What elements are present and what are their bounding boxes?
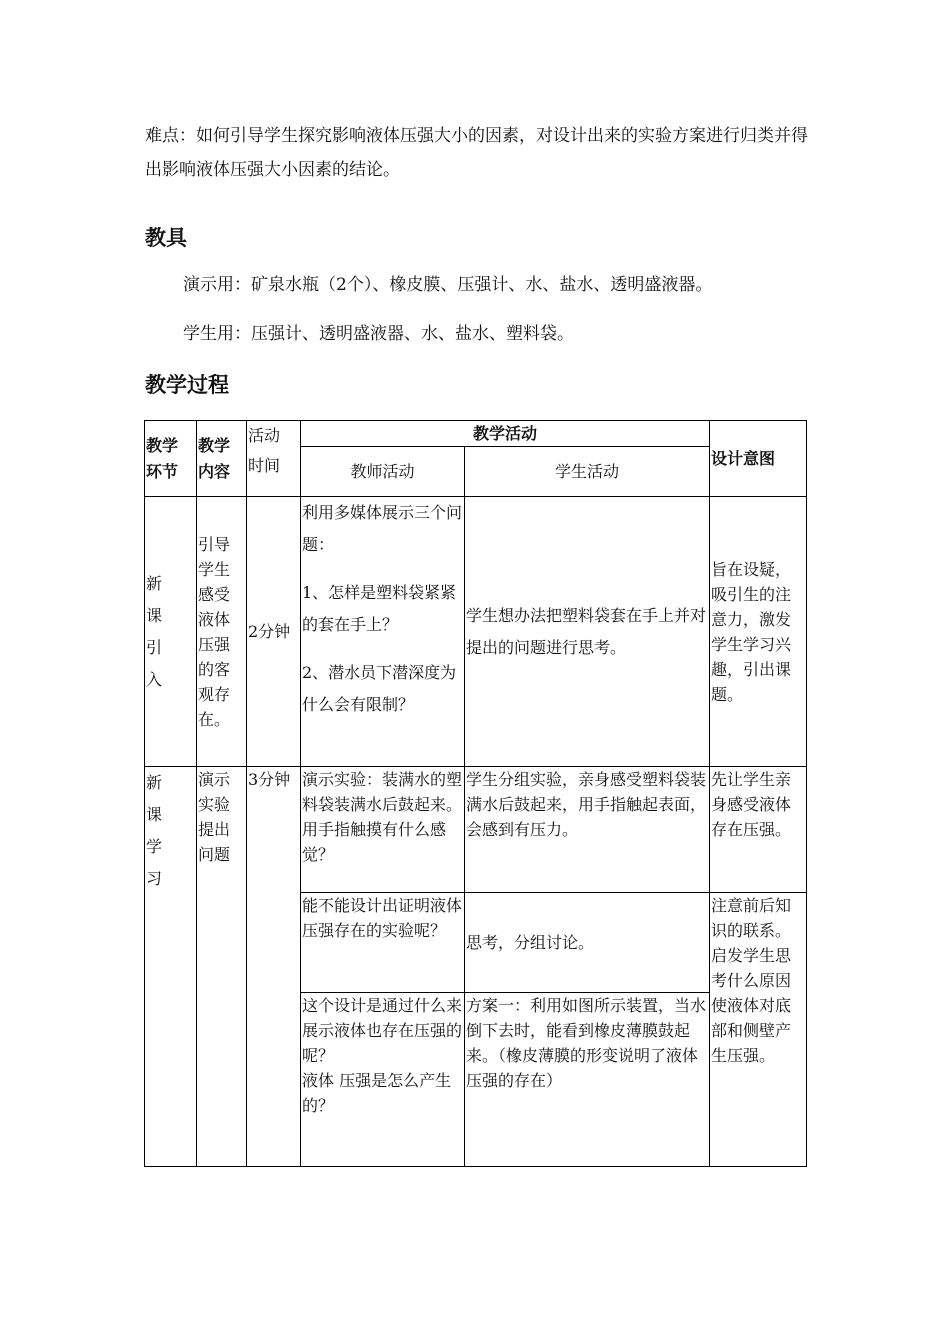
row1-teacher-intro: 利用多媒体展示三个问题： <box>302 503 463 554</box>
header-intent: 设计意图 <box>710 421 807 497</box>
row2-teacher: 演示实验：装满水的塑料袋装满水后鼓起来。用手指触摸有什么感觉？ <box>301 767 465 893</box>
row2-student: 学生分组实验，亲身感受塑料袋装满水后鼓起来，用手指触起表面，会感到有压力。 <box>465 767 710 893</box>
row2-content: 演示实验提出问题 <box>197 767 247 1167</box>
row1-content: 引导学生感受液体压强的客观存在。 <box>197 497 247 767</box>
difficulty-paragraph: 难点：如何引导学生探究影响液体压强大小的因素，对设计出来的实验方案进行归类并得出影响液体压强大小因素的结论。 <box>145 126 808 180</box>
header-content: 教学内容 <box>197 421 247 497</box>
header-time: 活动时间 <box>247 421 301 497</box>
header-teacher: 教师活动 <box>301 447 465 497</box>
row3-intent: 注意前后知识的联系。启发学生思考什么原因使液体对底部和侧壁产生压强。 <box>710 893 807 1167</box>
row1-student: 学生想办法把塑料袋套在手上并对提出的问题进行思考。 <box>465 497 710 767</box>
row1-teacher-q2: 2、潜水员下潜深度为什么会有限制？ <box>302 663 457 714</box>
row3-teacher: 能不能设计出证明液体压强存在的实验呢？ <box>301 893 465 993</box>
equipment-heading: 教具 <box>145 226 187 250</box>
table-row <box>145 767 807 893</box>
row2-intent: 先让学生亲身感受液体存在压强。 <box>710 767 807 893</box>
row4-student: 方案一：利用如图所示装置，当水倒下去时，能看到橡皮薄膜鼓起来。（橡皮薄膜的形变说明了液体压强的存在） <box>465 993 710 1167</box>
row2-time: 3分钟 <box>247 767 301 1167</box>
process-heading: 教学过程 <box>145 373 229 397</box>
row2-stage: 新课学习 <box>145 767 197 1167</box>
header-student: 学生活动 <box>465 447 710 497</box>
row4-teacher <box>301 993 465 1167</box>
header-activity: 教学活动 <box>301 421 710 447</box>
table-row <box>145 497 807 767</box>
row4-teacher-q2: 液体 压强是怎么产生的？ <box>302 1071 452 1115</box>
lesson-table <box>144 420 807 1167</box>
equipment-demo-line: 演示用：矿泉水瓶（2个）、橡皮膜、压强计、水、盐水、透明盛液器。 <box>183 275 713 295</box>
row1-intent: 旨在设疑，吸引生的注意力，激发学生学习兴趣，引出课题。 <box>710 497 807 767</box>
row1-stage: 新课引入 <box>145 497 197 767</box>
row4-teacher-q1: 这个设计是通过什么来展示液体也存在压强的呢？ <box>302 996 463 1065</box>
row3-student: 思考，分组讨论。 <box>465 893 710 993</box>
row1-teacher <box>301 497 465 767</box>
equipment-student-line: 学生用：压强计、透明盛液器、水、盐水、塑料袋。 <box>183 324 574 344</box>
header-stage: 教学环节 <box>145 421 197 497</box>
row1-time: 2分钟 <box>247 497 301 767</box>
row1-teacher-q1: 1、怎样是塑料袋紧紧的套在手上？ <box>302 583 457 634</box>
